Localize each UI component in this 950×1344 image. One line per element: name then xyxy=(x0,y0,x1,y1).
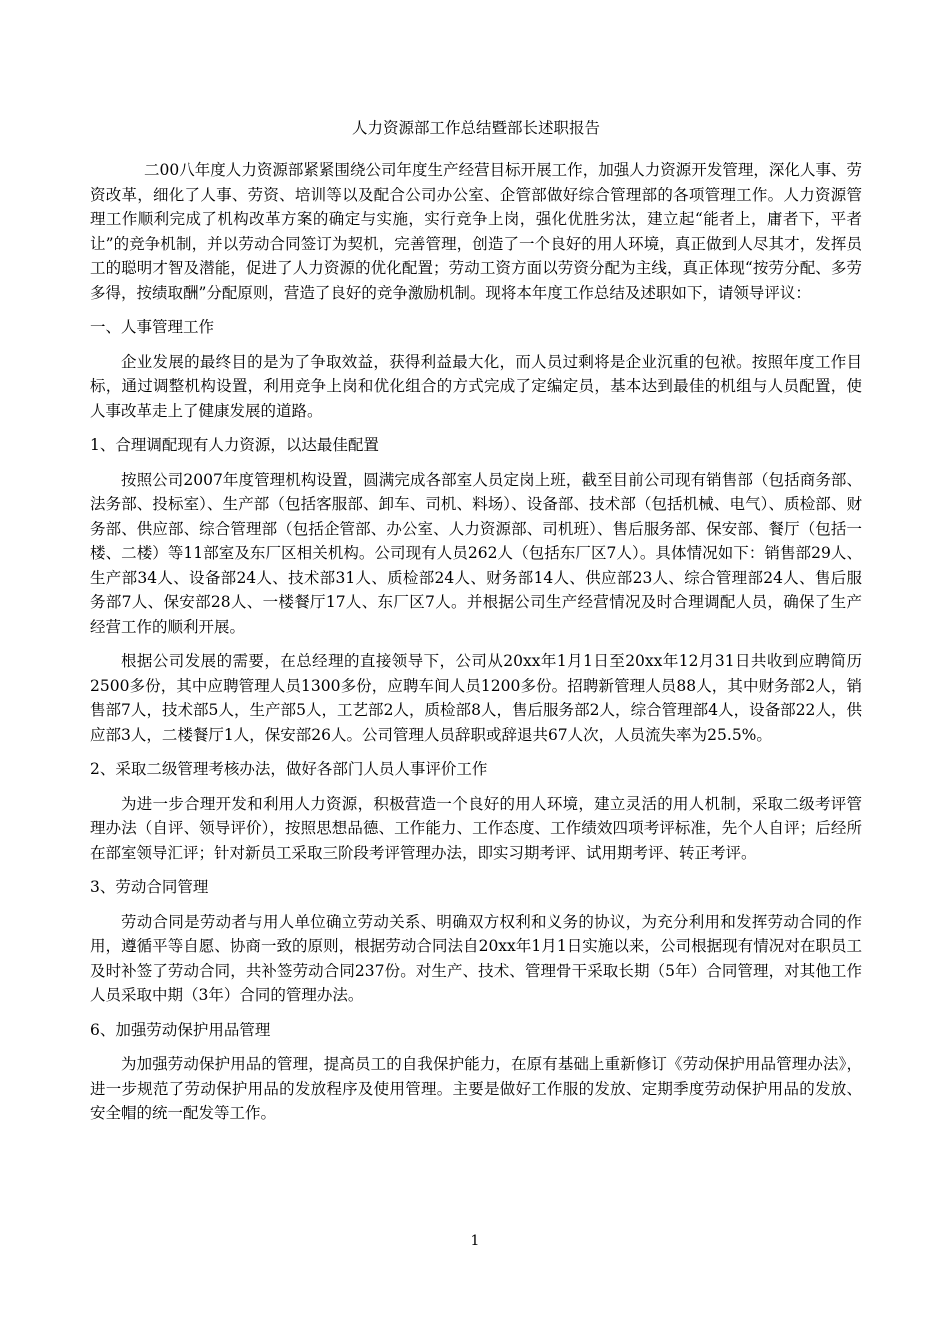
subsection-heading-contract: 3、劳动合同管理 xyxy=(90,878,209,896)
subsection-paragraph-protection: 为加强劳动保护用品的管理，提高员工的自我保护能力，在原有基础上重新修订《劳动保护用品管理办法》，进一步规范了劳动保护用品的发放程序及使用管理。主要是做好工作服的发放、定期季度劳动保护用品的发放、安全帽的统一配发等工作。 xyxy=(90,1055,862,1122)
subsection-heading-protection: 6、加强劳动保护用品管理 xyxy=(90,1020,271,1039)
document-title: 人力资源部工作总结暨部长述职报告 xyxy=(351,119,600,137)
section-heading-personnel: 一、人事管理工作 xyxy=(90,318,215,336)
intro-paragraph: 二00八年度人力资源部紧紧围绕公司年度生产经营目标开展工作，加强人力资源开发管理，深化人事、劳资改革，细化了人事、劳资、培训等以及配合公司办公室、企管部做好综合管理部的各项管理工作。人力资源管理工作顺利完成了机构改革方案的确定与实施，实行竞争上岗，强化优胜劣汰，建立起“能者上，庸者下，平者让”的竞争机制，并以劳动合同签订为契机，完善管理，创造了一个良好的用人环境，真正做到人尽其才，发挥员工的聪明才智及潜能，促进了人力资源的优化配置；劳动工资方面以劳资分配为主线，真正体现“按劳分配、多劳多得，按绩取酬”分配原则，营造了良好的竞争激励机制。现将本年度工作总结及述职如下，请领导评议： xyxy=(90,161,862,302)
document-body xyxy=(90,116,862,1136)
subsection-paragraph-evaluation: 为进一步合理开发和利用人力资源，积极营造一个良好的用人环境，建立灵活的用人机制，采取二级考评管理办法（自评、领导评价），按照思想品德、工作能力、工作态度、工作绩效四项考评标准，先个人自评；后经所在部室领导汇评；针对新员工采取三阶段考评管理办法，即实习期考评、试用期考评、转正考评。 xyxy=(90,794,862,862)
subsection-heading-allocation: 1、合理调配现有人力资源，以达最佳配置 xyxy=(90,436,379,454)
subsection-paragraph-allocation-1: 按照公司2007年度管理机构设置，圆满完成各部室人员定岗上班，截至目前公司现有销售部（包括商务部、法务部、投标室）、生产部（包括客服部、卸车、司机、料场）、设备部、技术部（包括机械、电气）、质检部、财务部、供应部、综合管理部（包括企管部、办公室、人力资源部、司机班）、售后服务部、保安部、餐厅（包括一楼、二楼）等11部室及东厂区相关机构。公司现有人员262人（包括东厂区7人）。具体情况如下：销售部29人、生产部34人、设备部24人、技术部31人、质检部24人、财务部14人、供应部23人、综合管理部24人、售后服务部7人、保安部28人、一楼餐厅17人、东厂区7人。并根据公司生产经营情况及时合理调配人员，确保了生产经营工作的顺利开展。 xyxy=(90,470,862,636)
subsection-paragraph-allocation-2: 根据公司发展的需要，在总经理的直接领导下，公司从20xx年1月1日至20xx年12月31日共收到应聘简历2500多份，其中应聘管理人员1300多份，应聘车间人员1200多份。招聘新管理人员88人，其中财务部2人，销售部7人，技术部5人，生产部5人，工艺部2人，质检部8人，售后服务部2人，综合管理部4人，设备部22人，供应部3人，二楼餐厅1人，保安部26人。公司管理人员辞职或辞退共67人次，人员流失率为25.5%。 xyxy=(90,652,862,744)
subsection-paragraph-contract: 劳动合同是劳动者与用人单位确立劳动关系、明确双方权利和义务的协议，为充分利用和发挥劳动合同的作用，遵循平等自愿、协商一致的原则，根据劳动合同法自20xx年1月1日实施以来，公司根据现有情况对在职员工及时补签了劳动合同，共补签劳动合同237份。对生产、技术、管理骨干采取长期（5年）合同管理，对其他工作人员采取中期（3年）合同的管理办法。 xyxy=(90,912,862,1004)
subsection-heading-evaluation: 2、采取二级管理考核办法，做好各部门人员人事评价工作 xyxy=(90,760,488,778)
page-number: 1 xyxy=(470,1233,480,1249)
section-paragraph-personnel: 企业发展的最终目的是为了争取效益，获得利益最大化，而人员过剩将是企业沉重的包袱。按照年度工作目标，通过调整机构设置，利用竞争上岗和优化组合的方式完成了定编定员，基本达到最佳的机组与人员配置，使人事改革走上了健康发展的道路。 xyxy=(90,352,862,420)
